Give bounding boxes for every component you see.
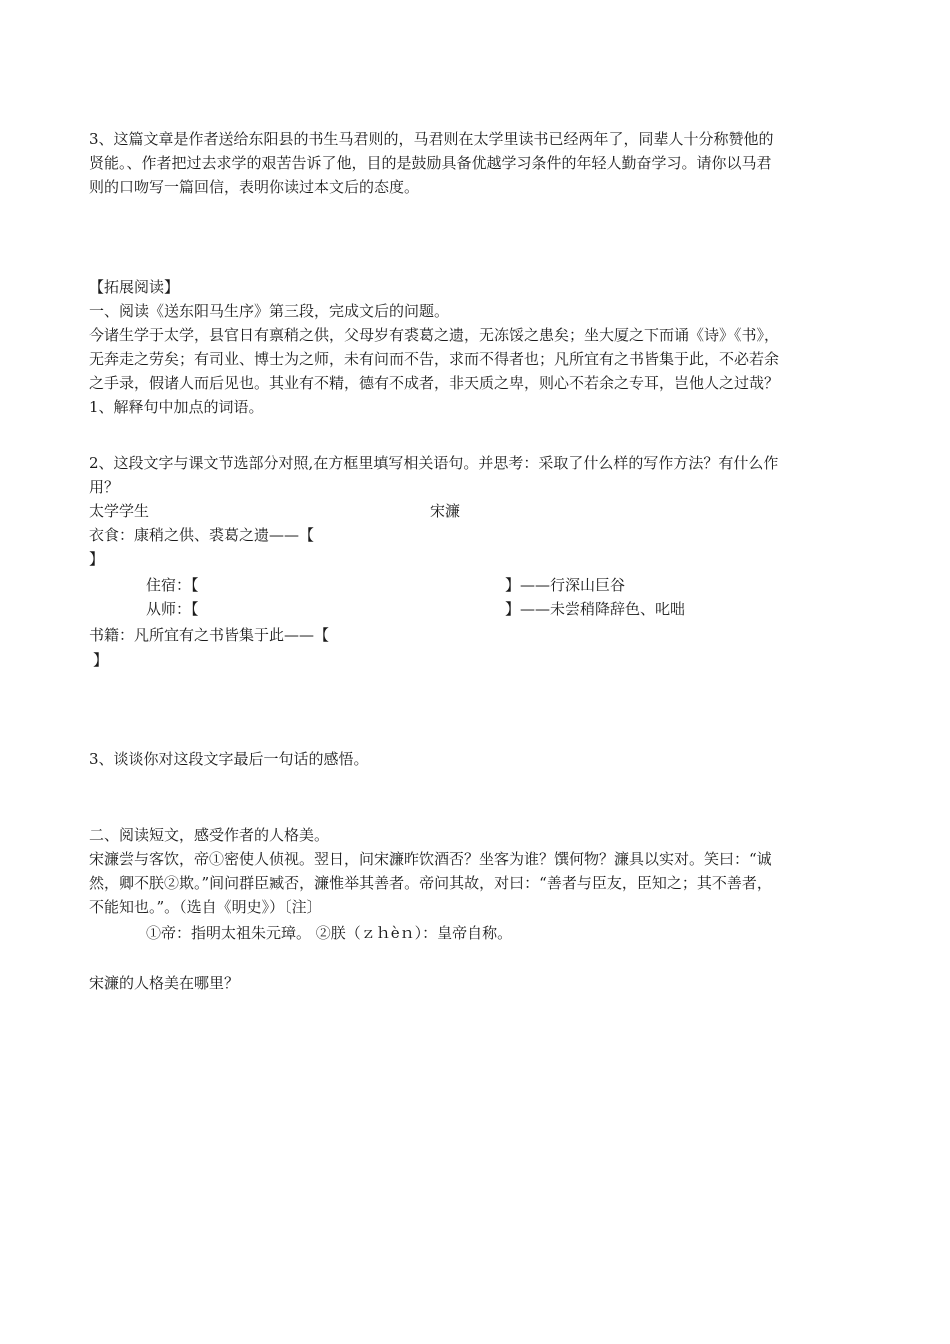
q3-intro-line-1: 3、这篇文章是作者送给东阳县的书生马君则的，马君则在太学里读书已经两年了，同辈人十分称赞他的 <box>89 130 774 148</box>
part1-q2-line-1: 2、这段文字与课文节选部分对照,在方框里填写相关语句。并思考：采取了什么样的写作方法？有什么作 <box>89 454 779 472</box>
part1-heading: 一、阅读《送东阳马生序》第三段，完成文后的问题。 <box>89 302 450 320</box>
table-lodging-right: 】——行深山巨谷 <box>505 576 626 594</box>
part1-passage-line-3: 之手录，假诸人而后见也。其业有不精，德有不成者，非天质之卑，则心不若余之专耳，岂他人之过哉？ <box>89 374 780 392</box>
part2-note: ①帝：指明太祖朱元璋。 ②朕（ｚｈèｎ）：皇帝自称。 <box>146 924 513 942</box>
part2-passage-line-2: 然，卿不朕②欺。”间问群臣臧否，濂惟举其善者。帝问其故，对曰：“善者与臣友，臣知之；其不善者， <box>89 874 772 892</box>
table-teacher-right: 】——未尝稍降辞色、叱咄 <box>505 600 686 618</box>
part1-passage-line-2: 无奔走之劳矣；有司业、博士为之师，未有问而不告，求而不得者也；凡所宜有之书皆集于此，不必若余 <box>89 350 780 368</box>
table-food-close: 】 <box>89 550 105 568</box>
part1-q3: 3、谈谈你对这段文字最后一句话的感悟。 <box>89 750 369 768</box>
part2-heading: 二、阅读短文，感受作者的人格美。 <box>89 826 330 844</box>
table-lodging-label: 住宿：【 <box>146 576 199 594</box>
part2-question: 宋濂的人格美在哪里？ <box>89 974 240 992</box>
table-food-row: 衣食：康稍之供、裘葛之遗——【 <box>89 526 315 544</box>
table-right-header: 宋濂 <box>430 502 461 520</box>
part1-q1: 1、解释句中加点的词语。 <box>89 398 264 416</box>
table-teacher-label: 从师：【 <box>146 600 199 618</box>
q3-intro-line-2: 贤能。、作者把过去求学的艰苦告诉了他，目的是鼓励具备优越学习条件的年轻人勤奋学习。请你以马君 <box>89 154 772 172</box>
section-title: 【拓展阅读】 <box>89 278 180 296</box>
q3-intro-line-3: 则的口吻写一篇回信，表明你读过本文后的态度。 <box>89 178 420 196</box>
part2-passage-line-1: 宋濂尝与客饮，帝①密使人侦视。翌日，问宋濂昨饮酒否？坐客为谁？馔何物？濂具以实对。笑曰：“诚 <box>89 850 772 868</box>
table-left-header: 太学学生 <box>89 502 150 520</box>
part1-passage-line-1: 今诸生学于太学，县官日有禀稍之供，父母岁有裘葛之遗，无冻馁之患矣；坐大厦之下而诵《诗》《书》， <box>89 326 780 344</box>
table-books-close: 】 <box>93 651 109 669</box>
table-books-row: 书籍：凡所宜有之书皆集于此——【 <box>89 626 330 644</box>
part1-q2-line-2: 用？ <box>89 478 120 496</box>
part2-passage-line-3: 不能知也。”。（选自《明史》）〔注〕 <box>89 898 322 916</box>
